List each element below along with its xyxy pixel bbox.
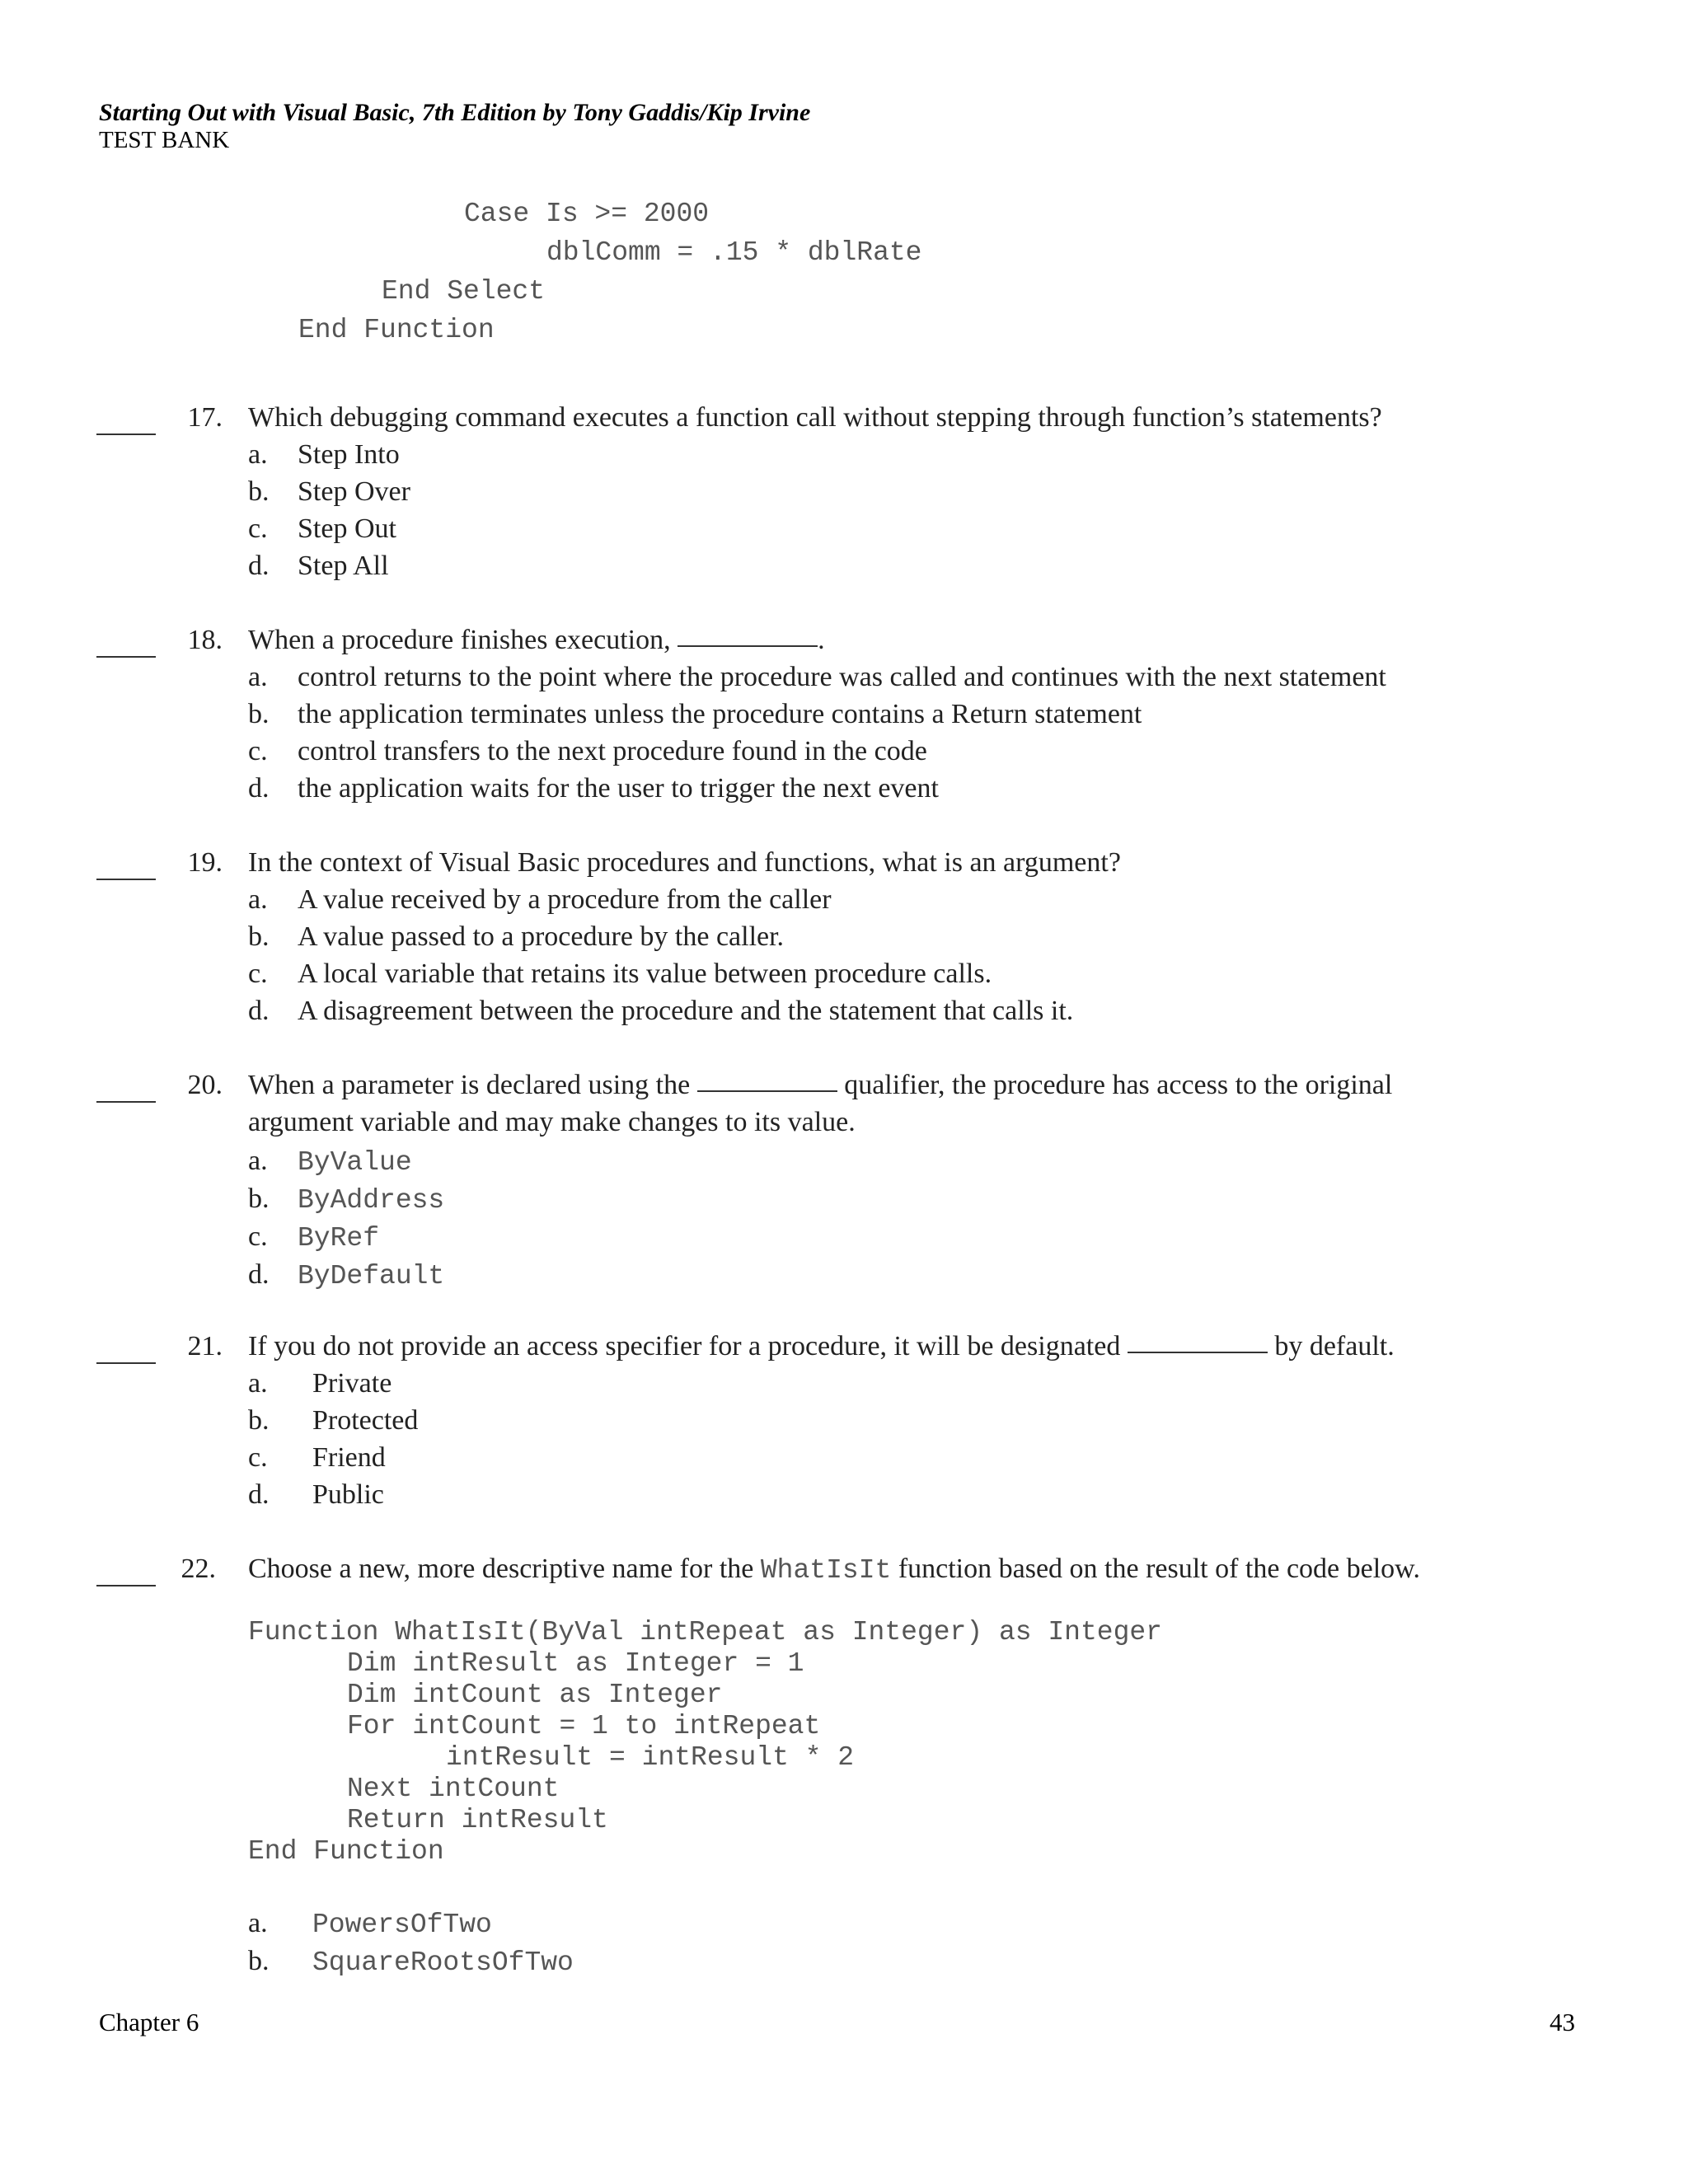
question-text-after: . bbox=[818, 625, 825, 655]
option-text: control transfers to the next procedure found in the code bbox=[298, 736, 927, 766]
code-line: Function WhatIsIt(ByVal intRepeat as Integer) as Integer bbox=[248, 1617, 1162, 1647]
option-letter: d. bbox=[248, 996, 270, 1026]
fill-in-blank bbox=[697, 1090, 837, 1092]
option-letter: a. bbox=[248, 1368, 268, 1399]
code-line: End Select bbox=[382, 276, 546, 307]
question-number: 19. bbox=[187, 847, 223, 878]
option-text: Public bbox=[312, 1479, 384, 1510]
code-line: intResult = intResult * 2 bbox=[446, 1742, 855, 1773]
option-text: A value received by a procedure from the caller bbox=[298, 884, 832, 915]
answer-blank[interactable] bbox=[96, 656, 156, 658]
code-line: dblComm = .15 * dblRate bbox=[546, 237, 922, 268]
question-text-before: If you do not provide an access specifier for a procedure, it will be designated bbox=[248, 1331, 1128, 1361]
fill-in-blank bbox=[1128, 1352, 1268, 1353]
question-text: In the context of Visual Basic procedures and functions, what is an argument? bbox=[248, 847, 1121, 878]
option-letter: c. bbox=[248, 736, 268, 766]
question-text bbox=[248, 1554, 1420, 1586]
question-number: 20. bbox=[187, 1070, 223, 1100]
option-text: ByAddress bbox=[298, 1185, 445, 1216]
option-letter: d. bbox=[248, 1259, 270, 1290]
code-line: Return intResult bbox=[347, 1805, 608, 1835]
question-text-after: function based on the result of the code below. bbox=[891, 1554, 1421, 1584]
answer-blank[interactable] bbox=[96, 1362, 156, 1364]
document-title: Starting Out with Visual Basic, 7th Edition by Tony Gaddis/Kip Irvine bbox=[99, 99, 811, 126]
option-text: Private bbox=[312, 1368, 392, 1399]
option-text: ByDefault bbox=[298, 1261, 445, 1291]
option-letter: a. bbox=[248, 439, 268, 470]
question-text-before: Choose a new, more descriptive name for the bbox=[248, 1554, 761, 1584]
option-letter: b. bbox=[248, 1405, 270, 1436]
option-letter: a. bbox=[248, 1146, 268, 1176]
option-text: Step Into bbox=[298, 439, 400, 470]
option-text: SquareRootsOfTwo bbox=[312, 1947, 574, 1978]
option-letter: c. bbox=[248, 958, 268, 989]
option-letter: d. bbox=[248, 551, 270, 581]
option-letter: d. bbox=[248, 1479, 270, 1510]
question-number: 22. bbox=[181, 1554, 216, 1584]
option-letter: a. bbox=[248, 662, 268, 692]
question-text-after: by default. bbox=[1267, 1331, 1395, 1361]
option-letter: b. bbox=[248, 699, 270, 729]
option-letter: a. bbox=[248, 884, 268, 915]
code-line: For intCount = 1 to intRepeat bbox=[347, 1711, 821, 1741]
answer-blank[interactable] bbox=[96, 1101, 156, 1103]
question-text-line2: argument variable and may make changes to its value. bbox=[248, 1107, 856, 1137]
question-number: 17. bbox=[187, 402, 223, 433]
document-subtitle: TEST BANK bbox=[99, 127, 230, 153]
question-number: 21. bbox=[187, 1331, 223, 1361]
answer-blank[interactable] bbox=[96, 1585, 156, 1586]
option-text: Protected bbox=[312, 1405, 419, 1436]
inline-code: WhatIsIt bbox=[760, 1555, 892, 1586]
option-letter: a. bbox=[248, 1908, 268, 1938]
option-letter: c. bbox=[248, 1221, 268, 1252]
option-letter: c. bbox=[248, 513, 268, 544]
code-line: End Function bbox=[298, 315, 495, 345]
option-letter: b. bbox=[248, 921, 270, 952]
option-text: A disagreement between the procedure and the statement that calls it. bbox=[298, 996, 1074, 1026]
option-text: Friend bbox=[312, 1442, 386, 1473]
answer-blank[interactable] bbox=[96, 434, 156, 435]
option-text: Step Over bbox=[298, 476, 410, 507]
question-text-after: qualifier, the procedure has access to the original bbox=[837, 1070, 1393, 1100]
code-line: Dim intResult as Integer = 1 bbox=[347, 1648, 804, 1679]
option-letter: b. bbox=[248, 476, 270, 507]
footer-page-number: 43 bbox=[1550, 2008, 1575, 2036]
question-text: Which debugging command executes a function call without stepping through function’s statements? bbox=[248, 402, 1382, 433]
option-text: PowersOfTwo bbox=[312, 1910, 492, 1940]
question-text-before: When a procedure finishes execution, bbox=[248, 625, 678, 655]
option-letter: d. bbox=[248, 773, 270, 804]
question-text bbox=[248, 1331, 1395, 1362]
question-text bbox=[248, 625, 825, 656]
answer-blank[interactable] bbox=[96, 879, 156, 880]
code-line: Case Is >= 2000 bbox=[464, 199, 710, 229]
option-text: Step Out bbox=[298, 513, 396, 544]
code-line: Next intCount bbox=[347, 1774, 560, 1804]
footer-chapter: Chapter 6 bbox=[99, 2008, 199, 2036]
fill-in-blank bbox=[678, 645, 818, 647]
option-letter: b. bbox=[248, 1946, 270, 1976]
question-number: 18. bbox=[187, 625, 223, 655]
code-line: End Function bbox=[248, 1836, 444, 1867]
option-letter: b. bbox=[248, 1183, 270, 1214]
question-text-before: When a parameter is declared using the bbox=[248, 1070, 697, 1100]
option-text: the application waits for the user to trigger the next event bbox=[298, 773, 939, 804]
option-text: ByRef bbox=[298, 1223, 380, 1254]
code-line: Dim intCount as Integer bbox=[347, 1680, 723, 1710]
option-text: the application terminates unless the procedure contains a Return statement bbox=[298, 699, 1142, 729]
option-text: ByValue bbox=[298, 1147, 412, 1178]
question-text bbox=[248, 1070, 1392, 1101]
option-letter: c. bbox=[248, 1442, 268, 1473]
option-text: A value passed to a procedure by the caller. bbox=[298, 921, 785, 952]
option-text: A local variable that retains its value between procedure calls. bbox=[298, 958, 992, 989]
option-text: control returns to the point where the procedure was called and continues with the next statement bbox=[298, 662, 1386, 692]
option-text: Step All bbox=[298, 551, 389, 581]
